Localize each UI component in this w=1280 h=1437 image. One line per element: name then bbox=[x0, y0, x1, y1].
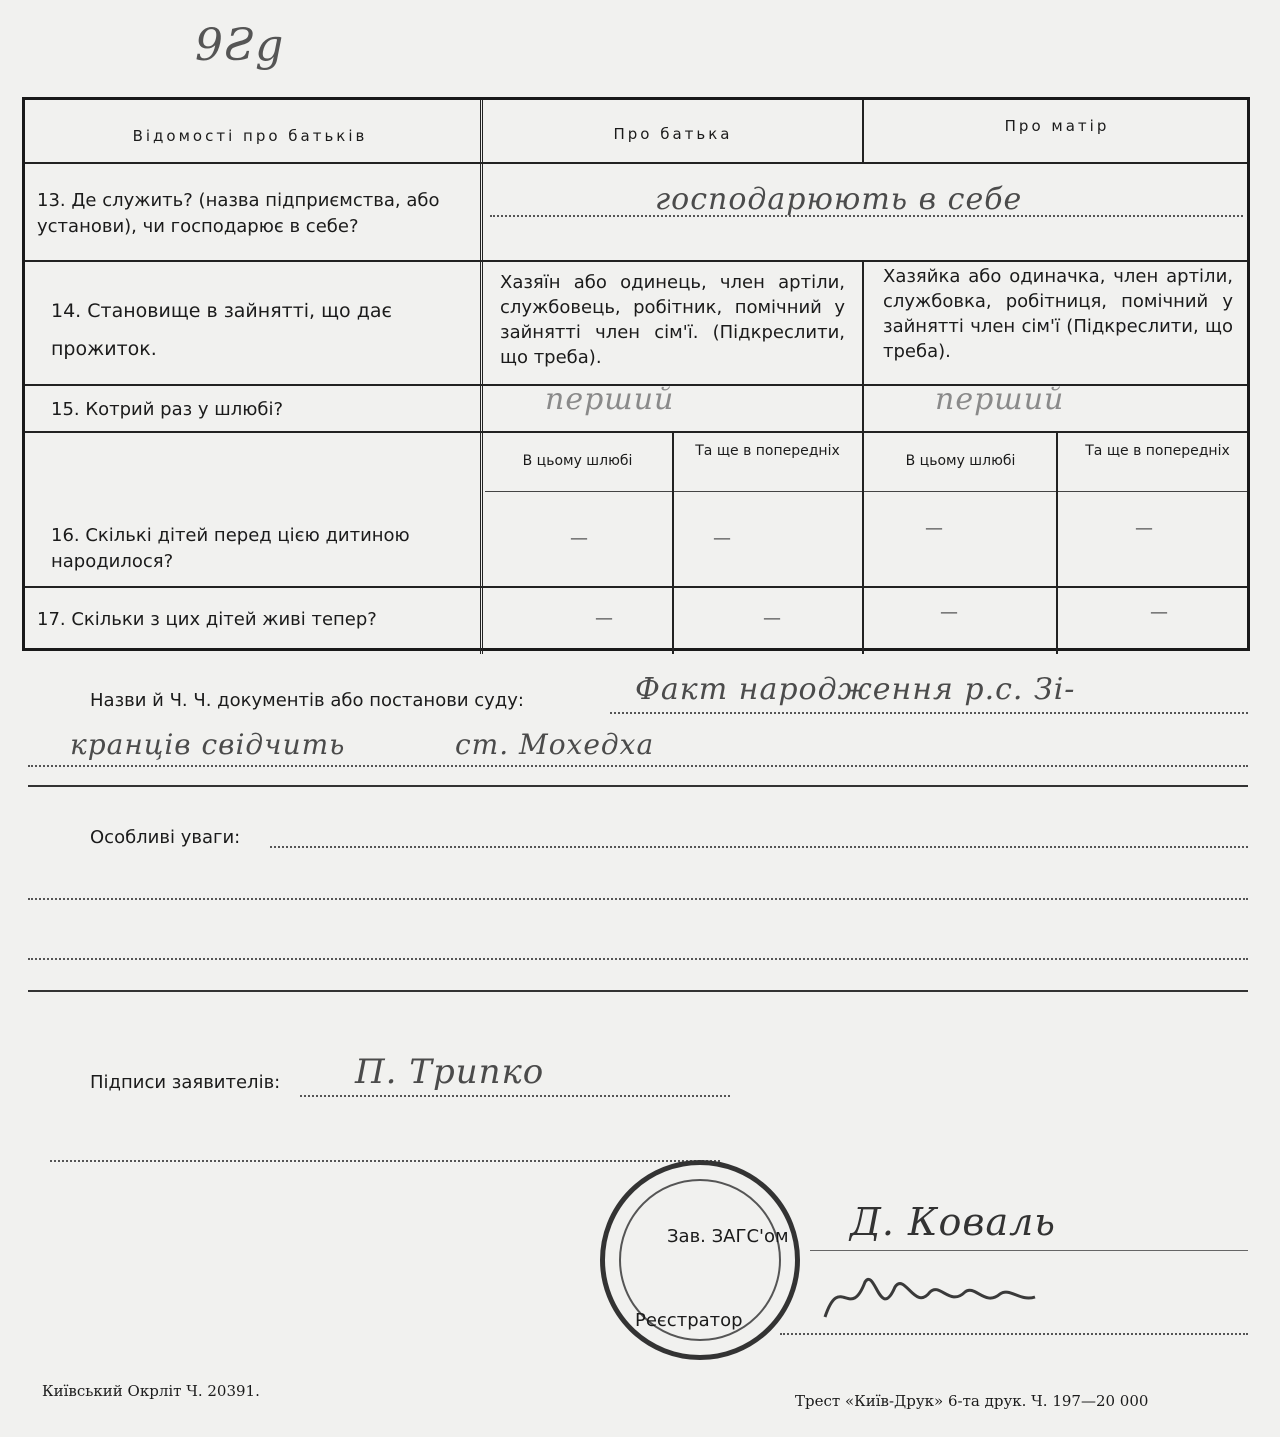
documents-label: Назви й Ч. Ч. документів або постанови суду: bbox=[90, 690, 524, 711]
subheader-father-previous: Та ще в попередніх bbox=[695, 443, 840, 459]
question-17-label: 17. Скільки з цих дітей живі тепер? bbox=[37, 609, 377, 630]
question-16-mother-previous: — bbox=[1135, 518, 1153, 539]
question-14-father-options: Хазяїн або одинець, член артіли, службовець, робітник, помічний у зайнятті член сім'ї. (Підкреслити, що треба). bbox=[500, 272, 845, 368]
question-15-father-answer: перший bbox=[545, 382, 675, 417]
header-father: Про батька bbox=[613, 125, 733, 143]
question-16-label: 16. Скількі дітей перед цією дитиною народилося? bbox=[51, 525, 410, 572]
question-17-mother-this: — bbox=[940, 602, 958, 623]
documents-value-line2: кранців свідчить bbox=[70, 728, 346, 761]
question-17-father-previous: — bbox=[763, 608, 781, 629]
footer-right-print-info: Трест «Київ-Друк» 6-та друк. Ч. 197—20 000 bbox=[795, 1392, 1149, 1410]
question-15-mother-answer: перший bbox=[935, 382, 1065, 417]
applicants-signature: П. Трипко bbox=[355, 1052, 545, 1092]
zags-label: Зав. ЗАГС'ом bbox=[667, 1226, 789, 1247]
question-16-father-this: — bbox=[570, 528, 588, 549]
documents-value-line1: Факт народження р.с. Зі- bbox=[635, 672, 1076, 707]
header-mother: Про матір bbox=[1004, 117, 1110, 135]
question-14-label: 14. Становище в зайнятті, що дає прожиток. bbox=[51, 300, 392, 360]
documents-value-line3: ст. Мохедха bbox=[455, 728, 655, 761]
subheader-father-this-marriage: В цьому шлюбі bbox=[522, 453, 633, 469]
applicants-signature-label: Підписи заявителів: bbox=[90, 1072, 281, 1093]
question-15-label: 15. Котрий раз у шлюбі? bbox=[51, 399, 284, 420]
subheader-mother-this-marriage: В цьому шлюбі bbox=[905, 453, 1016, 469]
question-14-mother-options: Хазяйка або одиначка, член артіли, службовка, робітниця, помічний у зайнятті член сім'ї (Підкреслити, що треба). bbox=[883, 266, 1233, 362]
question-16-father-previous: — bbox=[713, 528, 731, 549]
question-17-mother-previous: — bbox=[1150, 602, 1168, 623]
question-17-father-this: — bbox=[595, 608, 613, 629]
question-16-mother-this: — bbox=[925, 518, 943, 539]
zags-head-signature: Д. Коваль bbox=[850, 1200, 1056, 1244]
registrar-label: Реєстратор bbox=[635, 1310, 743, 1331]
special-notes-label: Особливі уваги: bbox=[90, 827, 241, 848]
corner-handwritten-note: 9Ƨg bbox=[195, 20, 285, 71]
question-13-answer: господарюють в себе bbox=[655, 182, 1023, 217]
question-13-label: 13. Де служить? (назва підприємства, або установи), чи господарює в себе? bbox=[37, 190, 440, 237]
subheader-mother-previous: Та ще в попередніх bbox=[1085, 443, 1230, 459]
header-parents-info: Відомості про батьків bbox=[132, 127, 368, 145]
footer-left-print-info: Київський Окрліт Ч. 20391. bbox=[42, 1382, 260, 1400]
parents-info-table bbox=[22, 97, 1250, 651]
registrar-signature bbox=[820, 1262, 1040, 1332]
